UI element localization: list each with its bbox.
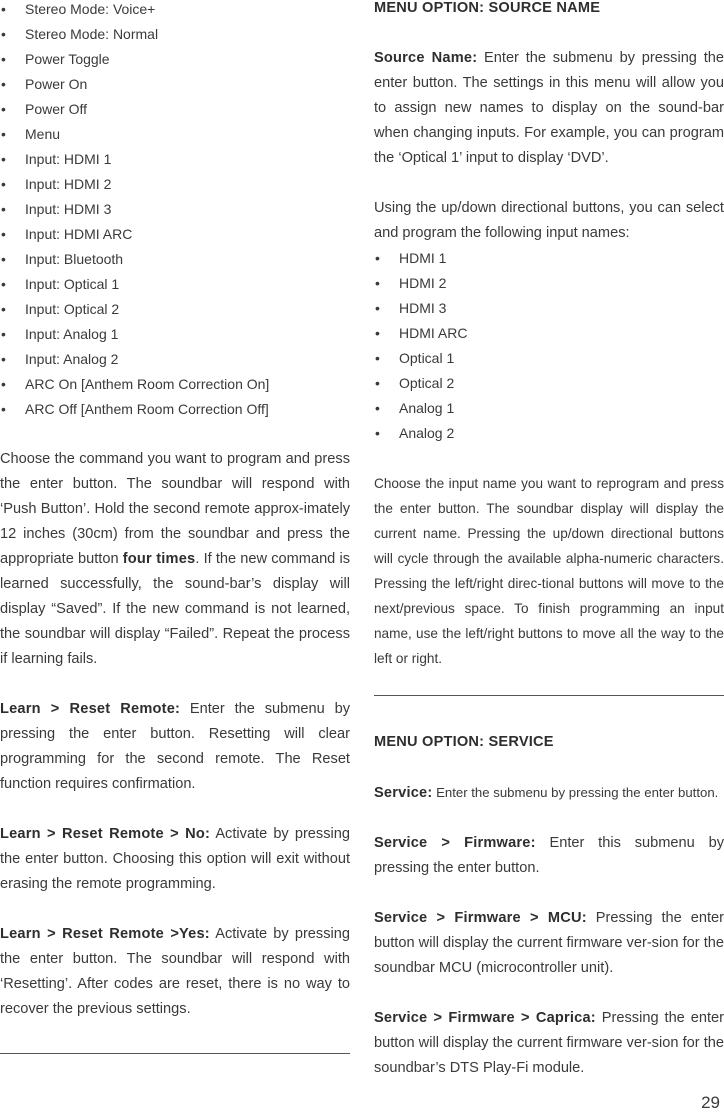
list-item: • Stereo Mode: Voice+: [0, 0, 350, 22]
list-item: • Optical 1: [374, 346, 724, 371]
choose-command-paragraph: Choose the command you want to program and press the enter button. The soundbar will respond with ‘Push Button’. Hold the second remote approx-imately 12 inches (30cm) from the soundbar and press the appropriate button four times. If the new command is learned successfully, the sound-bar’s display will display “Saved”. If the new command is not learned, the soundbar will display “Failed”. Repeat the process if learning fails.: [0, 451, 350, 667]
list-item: • Input: Optical 1: [0, 272, 350, 297]
input-names-intro: Using the up/down directional buttons, you can select and program the following input names:: [374, 200, 724, 241]
list-item: • Input: HDMI 1: [0, 147, 350, 172]
list-item: • HDMI 3: [374, 296, 724, 321]
list-item: • ARC On [Anthem Room Correction On]: [0, 372, 350, 397]
list-item: • Input: Bluetooth: [0, 247, 350, 272]
list-item: • Analog 2: [374, 421, 724, 446]
list-item: • Stereo Mode: Normal: [0, 22, 350, 47]
reset-remote-yes-paragraph: Learn > Reset Remote >Yes: Activate by pressing the enter button. The soundbar will respond with ‘Resetting’. After codes are reset, there is no way to recover the previous settings.: [0, 926, 350, 1017]
list-item: • HDMI 1: [374, 246, 724, 271]
source-name-paragraph: Source Name: Enter the submenu by pressing the enter button. The settings in this menu will allow you to assign new names to display on the sound-bar when changing inputs. For example, you can program the ‘Optical 1’ input to display ‘DVD’.: [374, 50, 724, 166]
input-name-list: [374, 246, 724, 446]
right-column: [374, 0, 724, 1081]
list-item: • Power Off: [0, 97, 350, 122]
list-item: • Input: Analog 1: [0, 322, 350, 347]
service-paragraph: Service: Enter the submenu by pressing the enter button.: [374, 785, 719, 801]
list-item: • Input: HDMI 2: [0, 172, 350, 197]
list-item: • ARC Off [Anthem Room Correction Off]: [0, 397, 350, 422]
left-column: [0, 0, 350, 1054]
reset-remote-no-paragraph: Learn > Reset Remote > No: Activate by pressing the enter button. Choosing this option will exit without erasing the remote programming.: [0, 826, 350, 892]
list-item: • Analog 1: [374, 396, 724, 421]
list-item: • HDMI ARC: [374, 321, 724, 346]
list-item: • Input: HDMI ARC: [0, 222, 350, 247]
list-item: • Power Toggle: [0, 47, 350, 72]
reprogram-paragraph: Choose the input name you want to reprogram and press the enter button. The soundbar display will display the current name. Pressing the up/down directional buttons will cycle through the available alpha-numeric characters. Pressing the left/right direc-tional buttons will move to the next/previous space. To finish programming an input name, use the left/right buttons to move all the way to the left or right.: [374, 476, 724, 666]
firmware-caprica-paragraph: Service > Firmware > Caprica: Pressing the enter button will display the current firmware ver-sion for the soundbar’s DTS Play-Fi module.: [374, 1010, 724, 1076]
divider: [0, 1053, 350, 1054]
list-item: • HDMI 2: [374, 271, 724, 296]
list-item: • Power On: [0, 72, 350, 97]
service-heading: MENU OPTION: SERVICE: [374, 734, 554, 750]
remote-command-list: [0, 0, 350, 422]
reset-remote-paragraph: Learn > Reset Remote: Enter the submenu by pressing the enter button. Resetting will clear programming for the second remote. The Reset function requires confirmation.: [0, 701, 350, 792]
source-name-heading: MENU OPTION: SOURCE NAME: [374, 0, 601, 16]
firmware-paragraph: Service > Firmware: Enter this submenu by pressing the enter button.: [374, 835, 724, 876]
list-item: • Input: Optical 2: [0, 297, 350, 322]
firmware-mcu-paragraph: Service > Firmware > MCU: Pressing the enter button will display the current firmware ver-sion for the soundbar MCU (microcontroller unit).: [374, 910, 724, 976]
list-item: • Input: HDMI 3: [0, 197, 350, 222]
list-item: • Optical 2: [374, 371, 724, 396]
list-item: • Input: Analog 2: [0, 347, 350, 372]
list-item: • Menu: [0, 122, 350, 147]
page-number: 29: [701, 1093, 720, 1112]
